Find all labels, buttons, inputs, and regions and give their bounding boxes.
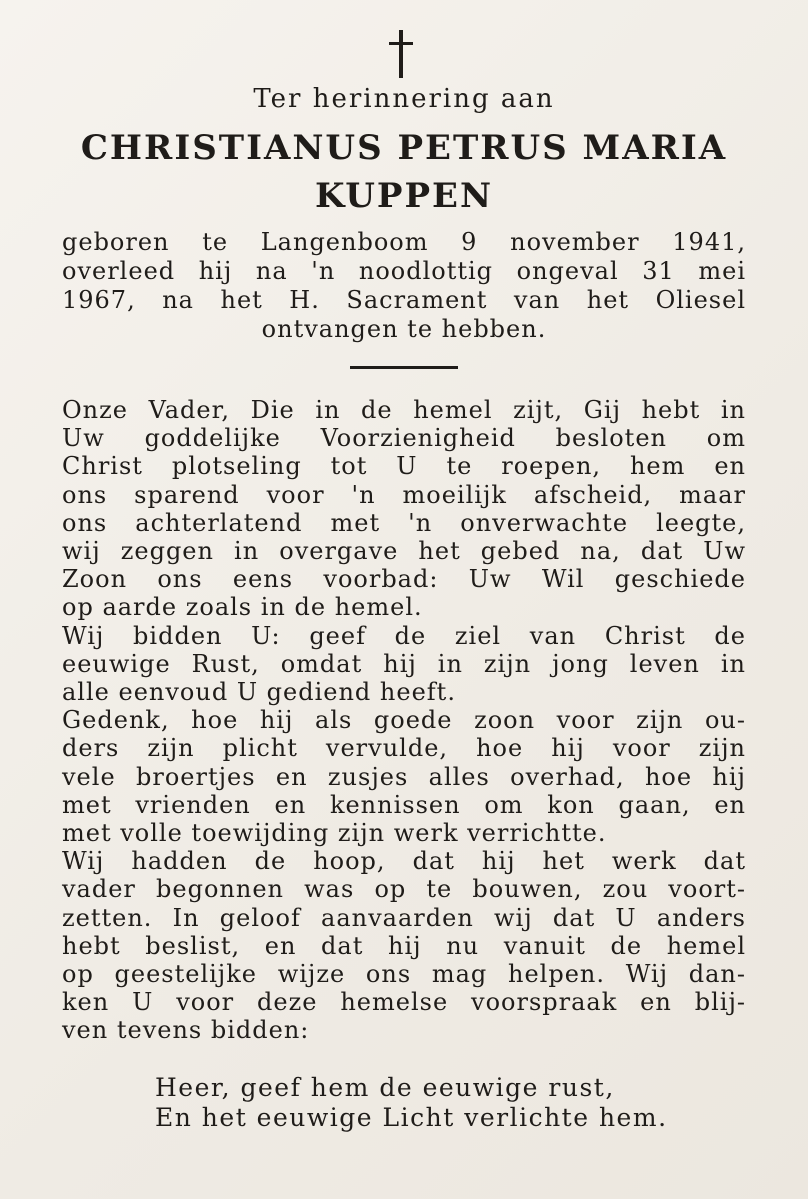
prayer-line: Wij hadden de hoop, dat hij het werk dat xyxy=(62,847,746,876)
deceased-name: CHRISTIANUS PETRUS MARIA xyxy=(80,128,728,168)
birth-line: overleed hij na 'n noodlottig ongeval 31 mei xyxy=(62,257,746,285)
prayer-line: met volle toewijding zijn werk verrichtte. xyxy=(62,819,607,848)
prayer-line: eeuwige Rust, omdat hij in zijn jong leven in xyxy=(62,649,746,678)
prayer-line: hebt beslist, en dat hij nu vanuit de hemel xyxy=(62,931,746,960)
prayer-text xyxy=(62,396,746,1045)
prayer-line: Gedenk, hoe hij als goede zoon voor zijn ou- xyxy=(62,706,746,735)
intro-text: Ter herinnering aan xyxy=(253,84,555,114)
birth-line: 1967, na het H. Sacrament van het Oliesel xyxy=(62,286,746,314)
prayer-line: ken U voor deze hemelse voorspraak en blij- xyxy=(62,988,746,1017)
prayer-line: zetten. In geloof aanvaarden wij dat U anders xyxy=(62,903,746,932)
prayer-line: op aarde zoals in de hemel. xyxy=(62,593,423,622)
birth-line: geboren te Langenboom 9 november 1941, xyxy=(62,228,746,256)
prayer-line: Zoon ons eens voorbad: Uw Wil geschiede xyxy=(62,565,746,594)
closing-prayer xyxy=(155,1073,755,1133)
prayer-line: vele broertjes en zusjes alles overhad, hoe hij xyxy=(62,762,746,791)
closing-line: Heer, geef hem de eeuwige rust, xyxy=(155,1073,615,1102)
prayer-line: Wij bidden U: geef de ziel van Christ de xyxy=(62,621,746,650)
divider xyxy=(350,366,458,369)
prayer-line: Onze Vader, Die in de hemel zijt, Gij hebt in xyxy=(62,396,746,424)
prayer-line: ven tevens bidden: xyxy=(62,1016,310,1045)
prayer-line: Uw goddelijke Voorzienigheid besloten om xyxy=(62,424,746,453)
prayer-line: met vrienden en kennissen om kon gaan, en xyxy=(62,790,746,819)
closing-line: En het eeuwige Licht verlichte hem. xyxy=(155,1103,668,1132)
prayer-line: ons sparend voor 'n moeilijk afscheid, maar xyxy=(62,480,746,509)
prayer-line: vader begonnen was op te bouwen, zou voort- xyxy=(62,875,746,904)
prayer-line: Christ plotseling tot U te roepen, hem en xyxy=(62,452,746,481)
cross-icon xyxy=(383,30,419,78)
prayer-line: wij zeggen in overgave het gebed na, dat Uw xyxy=(62,537,746,566)
deceased-surname: KUPPEN xyxy=(314,176,494,216)
birth-line: ontvangen te hebben. xyxy=(261,315,547,343)
prayer-line: alle eenvoud U gediend heeft. xyxy=(62,678,456,707)
prayer-line: ders zijn plicht vervulde, hoe hij voor zijn xyxy=(62,734,746,763)
birth-death-details xyxy=(62,228,746,344)
prayer-line: ons achterlatend met 'n onverwachte leegte, xyxy=(62,508,746,537)
prayer-line: op geestelijke wijze ons mag helpen. Wij dan- xyxy=(62,960,746,989)
